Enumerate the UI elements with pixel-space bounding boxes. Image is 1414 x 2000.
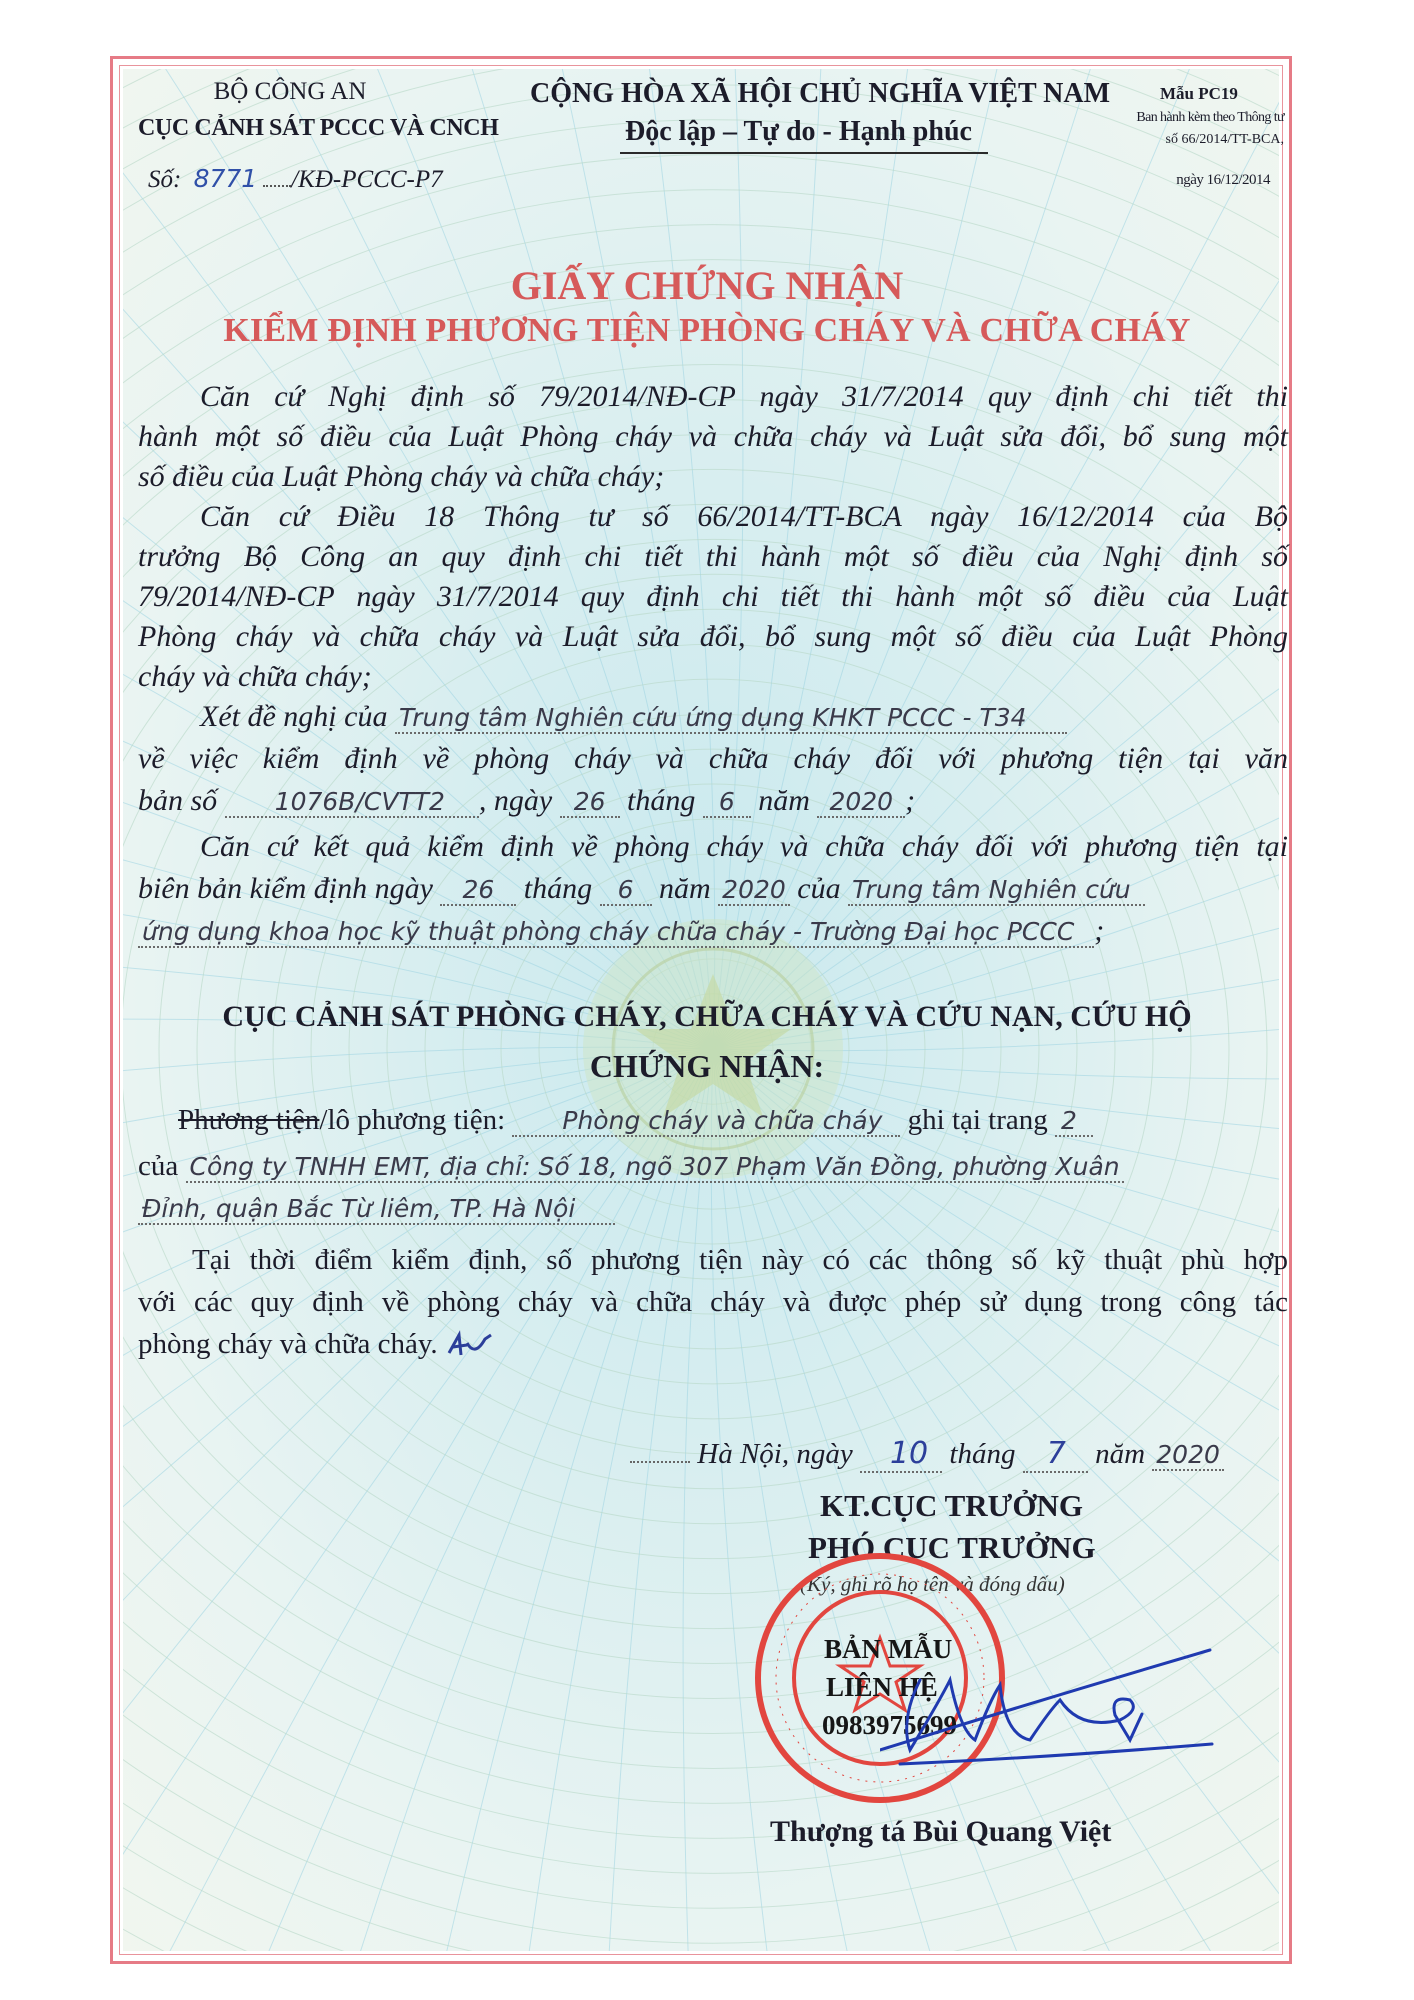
- doc-day: 26: [560, 787, 620, 818]
- doc-number: 1076B/CVTT2: [225, 787, 479, 818]
- issue-place: Hà Nội: [697, 1438, 782, 1470]
- basis-p4-line1: Căn cứ kết quả kiểm định về phòng cháy và chữa cháy đối với phương tiện tại: [200, 830, 1288, 863]
- issuing-authority: CỤC CẢNH SÁT PHÒNG CHÁY, CHỮA CHÁY VÀ CỨU NẠN, CỨU HỘ: [222, 1000, 1192, 1033]
- basis-p1-line2: hành một số điều của Luật Phòng cháy và chữa cháy và Luật sửa đổi, bổ sung một: [138, 420, 1288, 453]
- number-suffix: /KĐ-PCCC-P7: [291, 166, 443, 193]
- report-org-1: Trung tâm Nghiên cứu: [848, 875, 1145, 906]
- doc-month: 6: [703, 787, 751, 818]
- basis-p1-line3: số điều của Luật Phòng cháy và chữa cháy;: [138, 460, 665, 493]
- conclusion-end: phòng cháy và chữa cháy.: [138, 1328, 438, 1360]
- conclusion-line1: Tại thời điểm kiểm định, số phương tiện này có các thông số kỹ thuật phù hợp: [192, 1244, 1288, 1276]
- initials-mark: [445, 1329, 495, 1363]
- report-year-label: năm: [659, 872, 711, 905]
- issue-year: 2020: [1152, 1440, 1224, 1471]
- doc-day-label: , ngày: [478, 784, 553, 817]
- report-month: 6: [600, 875, 652, 906]
- certificate-title: GIẤY CHỨNG NHẬN: [510, 263, 904, 308]
- report-org-2: ứng dụng khoa học kỹ thuật phòng cháy chữa cháy - Trường Đại học PCCC: [138, 917, 1094, 948]
- form-note-2: số 66/2014/TT-BCA,: [1165, 132, 1284, 147]
- basis-p2-line5: cháy và chữa cháy;: [138, 660, 372, 693]
- agency-name: BỘ CÔNG AN: [213, 78, 367, 105]
- report-month-label: tháng: [523, 872, 593, 905]
- signer-name: Thượng tá Bùi Quang Việt: [770, 1815, 1112, 1848]
- doc-year-label: năm: [758, 784, 810, 817]
- basis-p3-line3: bản số 1076B/CVTT2 , ngày 26 tháng 6 năm 2020 ;: [138, 784, 916, 817]
- issue-day-label: , ngày: [781, 1438, 853, 1470]
- basis-p2-line1: Căn cứ Điều 18 Thông tư số 66/2014/TT-BCA ngày 16/12/2014 của Bộ: [200, 500, 1288, 533]
- basis-p1-line1: Căn cứ Nghị định số 79/2014/NĐ-CP ngày 31/7/2014 quy định chi tiết thi: [200, 380, 1288, 413]
- form-note-3: ngày 16/12/2014: [1176, 172, 1270, 188]
- motto-underline: [620, 152, 988, 154]
- report-year: 2020: [718, 875, 790, 906]
- number-dots: [263, 185, 291, 187]
- basis-p2-line3: 79/2014/NĐ-CP ngày 31/7/2014 quy định chi tiết thi hành một số điều của Luật: [138, 580, 1288, 613]
- basis-p3-line1: [200, 700, 1350, 734]
- owner-line2: [138, 1192, 1288, 1225]
- form-note-1: Ban hành kèm theo Thông tư: [1136, 110, 1284, 125]
- page-label: ghi tại trang: [907, 1104, 1048, 1136]
- signatory-title-1: KT.CỤC TRƯỞNG: [820, 1488, 1083, 1523]
- struck-text: Phương tiện: [178, 1104, 320, 1136]
- basis-p2-line2: trưởng Bộ Công an quy định chi tiết thi hành một số điều của Nghị định số: [138, 540, 1288, 573]
- certifies-heading: CHỨNG NHẬN:: [589, 1048, 825, 1084]
- document-number: [148, 164, 443, 194]
- issue-date: [630, 1436, 1224, 1471]
- stamp-text-1: BẢN MẪU: [824, 1634, 953, 1664]
- department-name: CỤC CẢNH SÁT PCCC VÀ CNCH: [138, 115, 499, 141]
- report-day: 26: [440, 875, 516, 906]
- owner-line1: [138, 1150, 1288, 1183]
- page-number: 2: [1055, 1106, 1093, 1137]
- applicant-name: Trung tâm Nghiên cứu ứng dụng KHKT PCCC - T34: [395, 703, 1067, 734]
- stamp-text-2: LIÊN HỆ: [826, 1672, 938, 1702]
- vehicle-line: [178, 1104, 1328, 1137]
- proposal-prefix: Xét đề nghị của: [200, 700, 388, 733]
- doc-month-label: tháng: [627, 784, 696, 817]
- lot-label: /lô phương tiện:: [319, 1104, 506, 1136]
- report-of: của: [797, 872, 841, 905]
- issue-day: 10: [860, 1436, 942, 1473]
- vehicle-type: Phòng cháy và chữa cháy: [512, 1106, 900, 1137]
- conclusion-line2: với các quy định về phòng cháy và chữa cháy và được phép sử dụng trong công tác: [138, 1286, 1288, 1318]
- basis-p3-line2: về việc kiểm định về phòng cháy và chữa cháy đối với phương tiện tại văn: [138, 742, 1288, 775]
- basis-p4-line2: [138, 872, 1288, 906]
- handwritten-signature: [880, 1640, 1220, 1780]
- national-motto: Độc lập – Tự do - Hạnh phúc: [625, 116, 972, 147]
- report-date-prefix: biên bản kiểm định ngày: [138, 872, 433, 905]
- conclusion-line3: [138, 1328, 1288, 1363]
- basis-p2-line4: Phòng cháy và chữa cháy và Luật sửa đổi, bổ sung một số điều của Luật Phòng: [138, 620, 1288, 653]
- owner-address: Đỉnh, quận Bắc Từ liêm, TP. Hà Nội: [138, 1194, 615, 1225]
- form-code: Mẫu PC19: [1160, 84, 1238, 103]
- number-prefix: Số:: [148, 166, 182, 193]
- doc-number-label: bản số: [138, 784, 218, 817]
- issue-month-label: tháng: [949, 1438, 1016, 1470]
- owner-of-label: của: [138, 1150, 179, 1182]
- signatory-title-2: PHÓ CỤC TRƯỞNG: [808, 1530, 1096, 1565]
- country-name: CỘNG HÒA XÃ HỘI CHỦ NGHĨA VIỆT NAM: [530, 78, 1111, 109]
- certificate-subtitle: KIỂM ĐỊNH PHƯƠNG TIỆN PHÒNG CHÁY VÀ CHỮA CHÁY: [223, 312, 1191, 349]
- doc-year: 2020: [817, 787, 905, 818]
- issue-year-label: năm: [1095, 1438, 1146, 1470]
- issue-month: 7: [1023, 1436, 1088, 1473]
- owner-name: Công ty TNHH EMT, địa chỉ: Số 18, ngõ 307 Phạm Văn Đồng, phường Xuân: [186, 1152, 1124, 1183]
- stamp-text-3: 0983975699: [822, 1710, 957, 1740]
- basis-p4-line3: ứng dụng khoa học kỹ thuật phòng cháy chữa cháy - Trường Đại học PCCC ;: [138, 914, 1288, 948]
- number-value: 8771: [193, 164, 258, 193]
- signature-instruction: (Ký, ghi rõ họ tên và đóng dấu): [800, 1572, 1065, 1596]
